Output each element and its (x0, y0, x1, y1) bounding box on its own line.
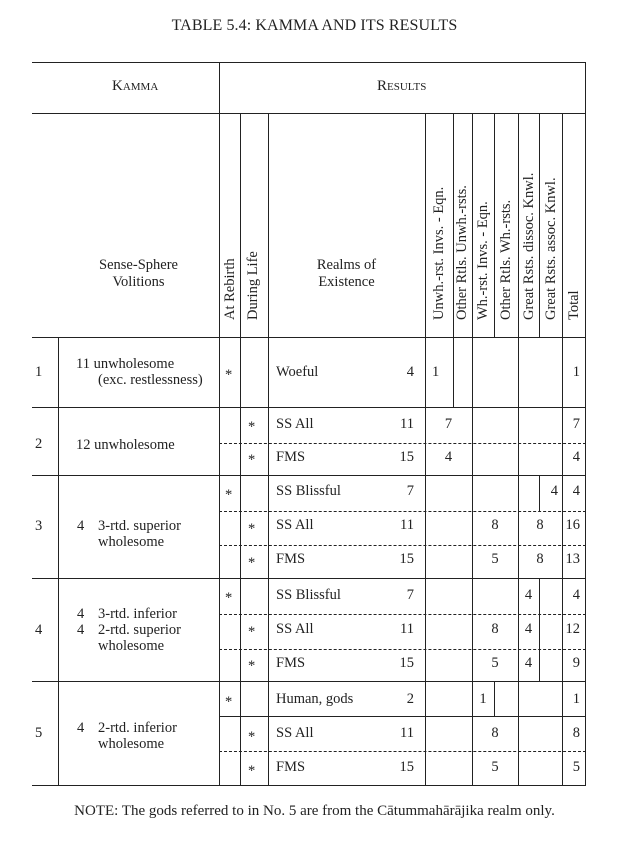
row-4c-life-mark: * (248, 658, 256, 674)
header-kamma: Kamma (112, 78, 159, 94)
row-5b-life-mark: * (248, 729, 256, 745)
row-4-volition-count-1: 4 (77, 606, 85, 622)
row-4c-realm: FMS (276, 655, 306, 671)
header-other-rtls-wh-rsts: Other Rtls. Wh.-rsts. (498, 199, 514, 320)
row-1-realm-count: 4 (406, 364, 414, 380)
rule-col-unwh-wh (472, 113, 473, 785)
row-3a-count: 7 (406, 483, 414, 499)
row-5a-rebirth-mark: * (225, 694, 233, 710)
header-realms-line1: Realms of (316, 257, 377, 273)
rule-col-dissoc-assoc-header (539, 113, 540, 337)
row-1-rebirth-mark: * (225, 367, 233, 383)
row-2a-realm: SS All (276, 416, 314, 432)
row-3-number: 3 (35, 518, 43, 534)
rule-number-col (58, 337, 59, 785)
row-1-realm: Woeful (276, 364, 319, 380)
row-2a-unwh: 7 (444, 416, 453, 432)
rule-rebirth-life (240, 113, 241, 785)
row-3c-great: 8 (536, 551, 544, 567)
row-2b-total: 4 (572, 449, 580, 465)
rule-col-dissoc-assoc-row4 (539, 578, 540, 681)
row-2a-life-mark: * (248, 419, 256, 435)
row-4-number: 4 (35, 622, 43, 638)
row-4b-realm: SS All (276, 621, 314, 637)
row-3c-life-mark: * (248, 555, 256, 571)
header-unwh-rst-invs-eqn: Unwh.-rst. Invs. - Eqn. (431, 186, 447, 320)
header-results: Results (377, 78, 427, 94)
row-3b-count: 11 (400, 517, 414, 533)
table-title: TABLE 5.4: KAMMA AND ITS RESULTS (171, 17, 458, 34)
row-3a-rebirth-mark: * (225, 487, 233, 503)
row-2-volition: 12 unwholesome (76, 437, 175, 453)
rule-right-edge (585, 62, 586, 785)
row-5c-count: 15 (399, 759, 414, 775)
row-5b-total: 8 (572, 725, 580, 741)
rule-header-2 (32, 337, 586, 338)
header-sense-sphere-line1: Sense-Sphere (99, 257, 178, 273)
header-great-rsts-dissoc-knwl: Great Rsts. dissoc. Knwl. (521, 172, 537, 320)
row-3a-realm: SS Blissful (276, 483, 341, 499)
row-4b-dissoc: 4 (524, 621, 533, 637)
row-5-number: 5 (35, 725, 43, 741)
row-1-volition-line2: (exc. restlessness) (98, 372, 203, 388)
row-2a-total: 7 (572, 416, 580, 432)
row-4-volition-line3: wholesome (98, 638, 165, 654)
rule-top (32, 62, 586, 63)
row-4a-realm: SS Blissful (276, 587, 341, 603)
row-4c-wh: 5 (491, 655, 499, 671)
row-5a-wh-eqn: 1 (479, 691, 487, 707)
rule-row-3 (32, 578, 586, 579)
row-5b-count: 11 (400, 725, 414, 741)
row-3b-wh: 8 (491, 517, 499, 533)
row-4c-dissoc: 4 (524, 655, 533, 671)
row-5b-realm: SS All (276, 725, 314, 741)
row-4b-total: 12 (565, 621, 580, 637)
row-2b-unwh: 4 (444, 449, 453, 465)
rule-col-total (562, 113, 563, 785)
row-2b-realm: FMS (276, 449, 306, 465)
row-4-volition-count-2: 4 (77, 622, 85, 638)
row-2a-count: 11 (400, 416, 414, 432)
rule-row-5a (219, 716, 586, 717)
dash-row-4b (219, 649, 586, 650)
row-2b-life-mark: * (248, 452, 256, 468)
dash-row-5b (219, 751, 586, 752)
row-4b-life-mark: * (248, 624, 256, 640)
rule-row-2 (32, 475, 586, 476)
row-1-number: 1 (35, 364, 43, 380)
row-3-volition-count: 4 (77, 518, 85, 534)
row-5a-realm: Human, gods (276, 691, 354, 707)
rule-col-wh-great (518, 113, 519, 785)
row-4a-rebirth-mark: * (225, 590, 233, 606)
dash-row-2 (219, 443, 586, 444)
row-3b-total: 16 (565, 517, 580, 533)
header-sense-sphere-line2: Volitions (112, 274, 165, 290)
rule-life-realm (268, 113, 269, 785)
row-1-total: 1 (572, 364, 580, 380)
row-5a-total: 1 (572, 691, 580, 707)
rule-col-dissoc-assoc-row3 (539, 475, 540, 511)
row-5-volition-line2: wholesome (98, 736, 165, 752)
rule-row-1 (32, 407, 586, 408)
dash-row-4a (219, 614, 586, 615)
row-3b-life-mark: * (248, 521, 256, 537)
row-3b-realm: SS All (276, 517, 314, 533)
rule-kamma-results (219, 62, 220, 785)
header-realms-line2: Existence (318, 274, 375, 290)
dash-row-3b (219, 545, 586, 546)
header-other-rtls-unwh-rsts: Other Rtls. Unwh.-rsts. (454, 185, 470, 320)
row-5c-life-mark: * (248, 763, 256, 779)
row-3-volition-line1: 3-rtd. superior (98, 518, 181, 534)
row-3a-total: 4 (572, 483, 580, 499)
row-1-unwh-eqn: 1 (432, 364, 440, 380)
rule-col-unwh-other (453, 113, 454, 407)
row-5c-realm: FMS (276, 759, 306, 775)
row-4c-total: 9 (572, 655, 580, 671)
row-4a-dissoc: 4 (524, 587, 533, 603)
header-during-life: During Life (245, 251, 261, 320)
row-5-volition-line1: 2-rtd. inferior (98, 720, 177, 736)
header-great-rsts-assoc-knwl: Great Rsts. assoc. Knwl. (543, 177, 559, 320)
row-5c-total: 5 (572, 759, 580, 775)
rule-header-1 (32, 113, 586, 114)
row-5c-wh: 5 (491, 759, 499, 775)
row-2-number: 2 (35, 436, 43, 452)
row-3c-total: 13 (565, 551, 580, 567)
row-1-volition-line1: 11 unwholesome (76, 356, 175, 372)
row-4a-count: 7 (406, 587, 414, 603)
row-3-volition-line2: wholesome (98, 534, 165, 550)
header-total: Total (566, 290, 582, 320)
rule-realm-results (425, 113, 426, 785)
row-2b-count: 15 (399, 449, 414, 465)
row-3b-great: 8 (536, 517, 544, 533)
row-3c-wh: 5 (491, 551, 499, 567)
row-4-volition-line2: 2-rtd. superior (98, 622, 181, 638)
rule-col-wh-other-header (494, 113, 495, 337)
header-wh-rst-invs-eqn: Wh.-rst. Invs. - Eqn. (475, 201, 491, 320)
row-4a-total: 4 (572, 587, 580, 603)
header-at-rebirth: At Rebirth (222, 258, 238, 320)
row-4-volition-line1: 3-rtd. inferior (98, 606, 177, 622)
rule-bottom (32, 785, 586, 786)
row-5a-count: 2 (406, 691, 414, 707)
row-5-volition-count: 4 (77, 720, 85, 736)
row-3c-count: 15 (399, 551, 414, 567)
row-3a-assoc: 4 (550, 483, 558, 499)
row-4b-wh: 8 (491, 621, 499, 637)
table-note: NOTE: The gods referred to in No. 5 are from the Cātummahārājika realm only. (74, 803, 555, 819)
row-3c-realm: FMS (276, 551, 306, 567)
row-4b-count: 11 (400, 621, 414, 637)
rule-row-4 (32, 681, 586, 682)
dash-row-3a (219, 511, 586, 512)
rule-col-wh-other-row5 (494, 681, 495, 716)
row-4c-count: 15 (399, 655, 414, 671)
row-5b-wh: 8 (491, 725, 499, 741)
